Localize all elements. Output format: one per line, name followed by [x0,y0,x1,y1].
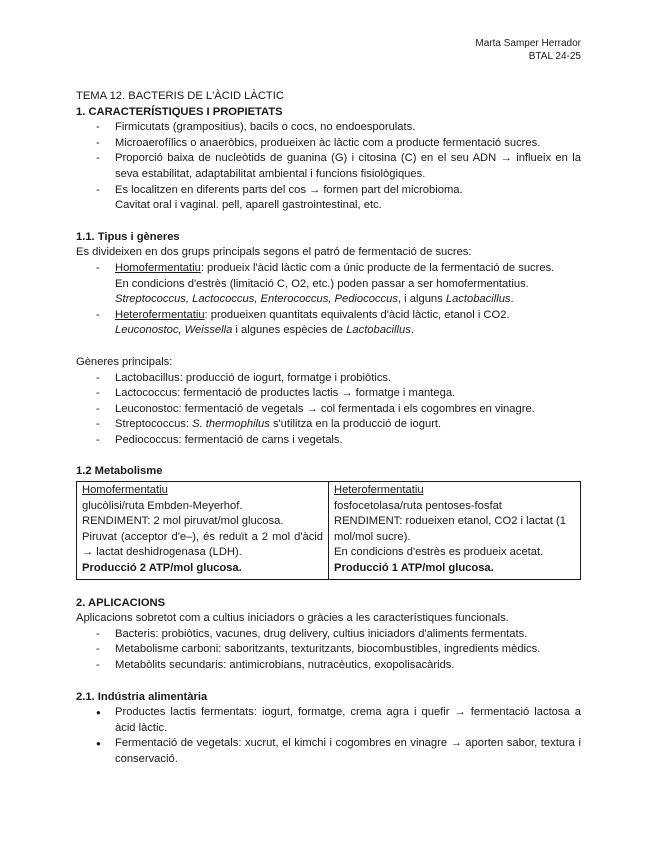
list-item: - Metabolisme carboni: saboritzants, texturitzants, biocombustibles, ingredients mèdics. [96,642,581,658]
heterofermentative-cell [329,482,581,580]
section-1-1-intro: Es divideixen en dos grups principals segons el patró de fermentació de sucres: [76,246,472,259]
genus-text: : fermentació de vegetals → col fermentada i els cogombres en vinagre. [178,402,535,415]
table-line: glucòlisi/ruta Embden-Meyerhof. [82,499,243,512]
list-item [96,183,581,214]
genus-text: : fermentació de carns i vegetals. [178,433,343,446]
examples-connector: , i alguns [397,293,446,306]
food-industry-list [96,705,581,767]
list-item: - Microaerofílics o anaeròbics, produeixen àc làctic com a producte fermentació sucres. [96,136,581,152]
heterofermentative-desc: : produeixen quantitats equivalents d'àcid làctic, etanol i CO2. [204,308,510,321]
table-line: En condicions d'estrès es produeix acetat. [334,546,544,559]
examples-genus: Lactobacillus [445,293,511,306]
list-item-line: Cavitat oral i vaginal. pell, aparell gastrointestinal, etc. [115,199,382,212]
genus-name: Streptococcus [115,418,186,431]
homofermentative-desc: : produeix l'àcid làctic com a únic producte de la fermentació de sucres. [200,261,555,274]
examples-end: . [510,293,514,306]
genus-name: Pediococcus [115,433,179,446]
genus-text-tail: s'utilitza en la producció de iogurt. [269,418,442,431]
table-header-hetero: Heterofermentatiu [334,484,424,497]
examples-end: . [410,324,414,337]
list-item: - Metabòlits secundaris: antimicrobians, nutracèutics, exopolisacàrids. [96,658,581,674]
table-production-hetero: Producció 1 ATP/mol glucosa. [334,562,494,575]
applications-list [96,627,581,674]
fermentation-types-list [96,261,581,339]
genera-title: Gèneres principals: [76,355,173,368]
table-header-homo: Homofermentatiu [82,484,168,497]
list-item: ● Productes lactis fermentats: iogurt, formatge, crema agra i quefir → fermentació lactosa a àcid làctic. [96,705,581,736]
list-item [96,371,581,387]
page-header [76,38,581,63]
homofermentative-examples: Streptococcus, Lactococcus, Enterococcus, Pediococcus [115,293,398,306]
table-row [77,482,581,580]
genus-text: : fermentació de productes lactis → formatge i mantega. [177,387,456,400]
homofermentative-cell [77,482,329,580]
genus-name: Lactobacillus [115,371,180,384]
table-production-homo: Producció 2 ATP/mol glucosa. [82,562,242,575]
document-page [76,38,581,768]
genus-text: : [185,418,193,431]
genus-name: Leuconostoc [115,402,179,415]
list-item: - Proporció baixa de nucleòtids de guanina (G) i citosina (C) en el seu ADN → influeix en la seva estabilitat, adaptabilitat ambiental i funcions fisiològiques. [96,151,581,182]
author-name: Marta Samper Herrador [475,38,581,49]
list-item [96,402,581,418]
examples-connector: i algunes espècies de [232,324,347,337]
list-item-line: - Es localitzen en diferents parts del cos → formen part del microbioma. [115,183,463,196]
list-item [96,417,581,433]
genus-text: : producció de iogurt, formatge i probiòtics. [179,371,392,384]
section-1-title: 1. CARACTERÍSTIQUES I PROPIETATS [76,105,283,118]
list-item [96,433,581,449]
species-name: S. thermophilus [192,418,270,431]
topic-title: TEMA 12. BACTERIS DE L'ÀCID LÀCTIC [76,90,284,102]
section-2-1-title: 2.1. Indústria alimentària [76,690,208,703]
section-1-1-title: 1.1. Tipus i gèneres [76,230,180,243]
list-item-homofermentative [96,261,581,308]
homofermentative-term: Homofermentatiu [115,261,201,274]
heterofermentative-term: Heterofermentatiu [115,308,205,321]
genus-name: Lactococcus [115,387,178,400]
heterofermentative-examples: Leuconostoc, Weissella [115,324,233,337]
list-item: - Bacteris: probiòtics, vacunes, drug delivery, cultius iniciadors d'aliments fermentats. [96,627,581,643]
table-line: RENDIMENT: 2 mol piruvat/mol glucosa. [82,515,284,528]
characteristics-list [96,120,581,214]
list-item-heterofermentative [96,308,581,339]
list-item: - Firmicutats (grampositius), bacils o cocs, no endoesporulats. [96,120,581,136]
examples-genus: Lactobacillus [346,324,411,337]
metabolism-table [76,481,581,580]
section-2-title: 2. APLICACIONS [76,596,166,609]
list-item: ● Fermentació de vegetals: xucrut, el kimchi i cogombres en vinagre → aporten sabor, textura i conservació. [96,736,581,767]
table-line: fosfocetolasa/ruta pentoses-fosfat [334,499,502,512]
list-item [96,386,581,402]
genera-list [96,371,581,449]
table-line: RENDIMENT: rodueixen etanol, CO2 i lactat (1 mol/mol sucre). [334,515,566,543]
section-1-2-title: 1.2 Metabolisme [76,465,163,478]
course-code: BTAL 24-25 [528,50,581,62]
table-line: Piruvat (acceptor d'e–), és reduït a 2 mol d'àcid → lactat deshidrogenasa (LDH). [82,530,323,559]
section-2-intro: Aplicacions sobretot com a cultius iniciadors o gràcies a les característiques funcionals. [76,612,509,625]
homofermentative-stress: En condicions d'estrès (limitació C, O2, etc.) poden passar a ser homofermentatius. [115,277,529,290]
